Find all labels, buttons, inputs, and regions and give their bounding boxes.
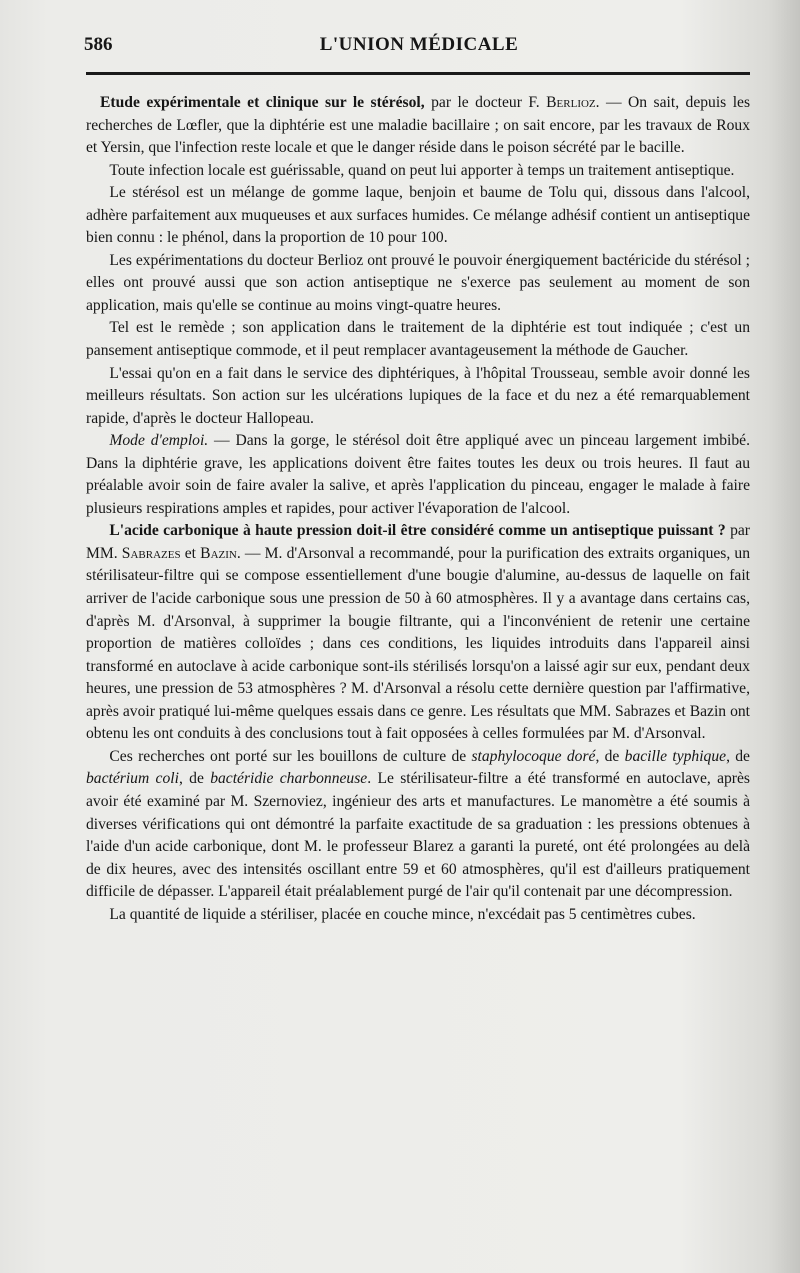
article1-paragraph-5: Tel est le remède ; son application dans le traitement de la diphtérie est tout indiquée ; c'est un pansement antiseptique commode, et il peut remplacer avantageusement la méthode de Gaucher.	[86, 319, 750, 360]
article2-and: et	[180, 544, 201, 562]
organism-bacteridie: bactéridie charbonneuse	[210, 770, 368, 788]
text-run: , de	[595, 747, 625, 765]
page-number: 586	[84, 34, 113, 55]
article2-title: L'acide carbonique à haute pression doit-il être considéré comme un antiseptique puissant ?	[109, 522, 726, 540]
article1-paragraph-2: Toute infection locale est guérissable, quand on peut lui apporter à temps un traitement antiseptique.	[109, 161, 735, 179]
article1-paragraph-3: Le stérésol est un mélange de gomme laque, benjoin et baume de Tolu qui, dissous dans l'alcool, adhère parfaitement aux muqueuses et aux surfaces humides. Ce mélange adhésif contient un antiseptique bien connu : le phénol, dans la proportion de 10 pour 100.	[86, 184, 750, 247]
running-title: L'UNION MÉDICALE	[319, 34, 519, 55]
article1-paragraph-1	[86, 92, 750, 160]
article2-paragraph-1	[86, 520, 750, 745]
organism-bacterium-coli: bactérium coli	[86, 770, 179, 788]
article1-paragraph-6: L'essai qu'on en a fait dans le service des diphtériques, à l'hôpital Trousseau, semble avoir donné les meilleurs résultats. Son action sur les ulcérations lupiques de la face et du nez a été remarquablement rapide, d'après le docteur Hallopeau.	[86, 364, 750, 427]
text-run: . Le stérilisateur-filtre a été transformé en autoclave, après avoir été examiné par M. Szernoviez, ingénieur des arts et manufactures. Le manomètre a été soumis à diverses vérifications qui ont démontré la parfaite exactitude de sa graduation : les pressions obtenues à l'aide d'un acide carbonique, dont M. le professeur Blarez a garanti la pureté, ont été prolongées au delà de dix heures, avec des intensités oscillant entre 59 et 60 atmosphères, qu'il est d'ailleurs pratiquement difficile de dépasser. L'appareil était préalablement purgé de l'air qu'il contenait par une décompression.	[86, 770, 750, 901]
article1-title: Etude expérimentale et clinique sur le stérésol,	[100, 94, 425, 111]
organism-staphylocoque: staphylocoque doré	[471, 747, 596, 765]
article2-paragraph-2	[86, 746, 750, 904]
running-header	[84, 34, 754, 64]
article2-author-2: Bazin	[200, 544, 237, 562]
article-body	[86, 92, 750, 926]
article1-paragraph-4: Les expérimentations du docteur Berlioz ont prouvé le pouvoir énergiquement bactéricide du stérésol ; elles ont prouvé aussi que son action antiseptique ne s'exerce pas seulement au moment de son application, mais qu'elle se continue au moins vingt-quatre heures.	[86, 251, 750, 314]
article1-paragraph-7	[86, 430, 750, 520]
article1-intro-text: On sait, depuis les recherches de Lœfler, que la diphtérie est une maladie bacillaire ; on sait encore, par les travaux de Roux et Yersin, que l'infection reste locale et que le danger réside dans le poison sécrété par le bacille.	[86, 94, 751, 157]
organism-bacille-typhique: bacille typhique	[624, 747, 727, 765]
header-rule	[86, 72, 750, 75]
article2-intro-text: . — M. d'Arsonval a recommandé, pour la purification des extraits organiques, un stérilisateur-filtre qui se compose essentiellement d'une bougie d'alumine, au-dessus de laquelle on fait arriver de l'acide carbonique sous une pression de 50 à 60 atmosphères. Il y a avantage dans certains cas, d'après M. d'Arsonval, à supprimer la bougie filtrante, qui a l'inconvénient de retenir une certaine proportion de matières colloïdes ; dans ces conditions, les liquides introduits dans l'appareil ainsi transformé en autoclave à acide carbonique sont-ils stérilisés lorsqu'on a laissé agir sur eux, pendant deux heures, une pression de 53 atmosphères ? M. d'Arsonval a résolu cette dernière question par l'affirmative, après avoir pratiqué lui-même quelques essais dans ce genre. Les résultats que MM. Sabrazes et Bazin ont obtenu les ont conduits à des conclusions tout à fait opposées à celles formulées par M. d'Arsonval.	[86, 544, 750, 743]
mode-emploi-label: Mode d'emploi.	[109, 432, 209, 450]
article2-paragraph-3: La quantité de liquide a stériliser, placée en couche mince, n'excédait pas 5 centimètres cubes.	[109, 905, 696, 923]
article1-byline: par le docteur F.	[431, 94, 540, 111]
article1-author: Berlioz.	[546, 94, 600, 111]
mode-emploi-text: — Dans la gorge, le stérésol doit être appliqué avec un pinceau largement imbibé. Dans la diphtérie grave, les applications doivent être faites toutes les deux ou trois heures. Il faut au préalable avoir soin de faire avaler la salive, et après l'application du pinceau, engager le malade à faire plusieurs respirations amples et rapides, pour activer l'évaporation de l'alcool.	[86, 432, 750, 517]
text-run: , de	[726, 747, 750, 765]
article2-by: par MM.	[86, 522, 750, 562]
text-run: Ces recherches ont porté sur les bouillons de culture de	[109, 747, 472, 765]
article2-author-1: Sabrazes	[121, 544, 181, 562]
text-run: , de	[178, 770, 211, 788]
article1-dash: —	[599, 94, 622, 111]
